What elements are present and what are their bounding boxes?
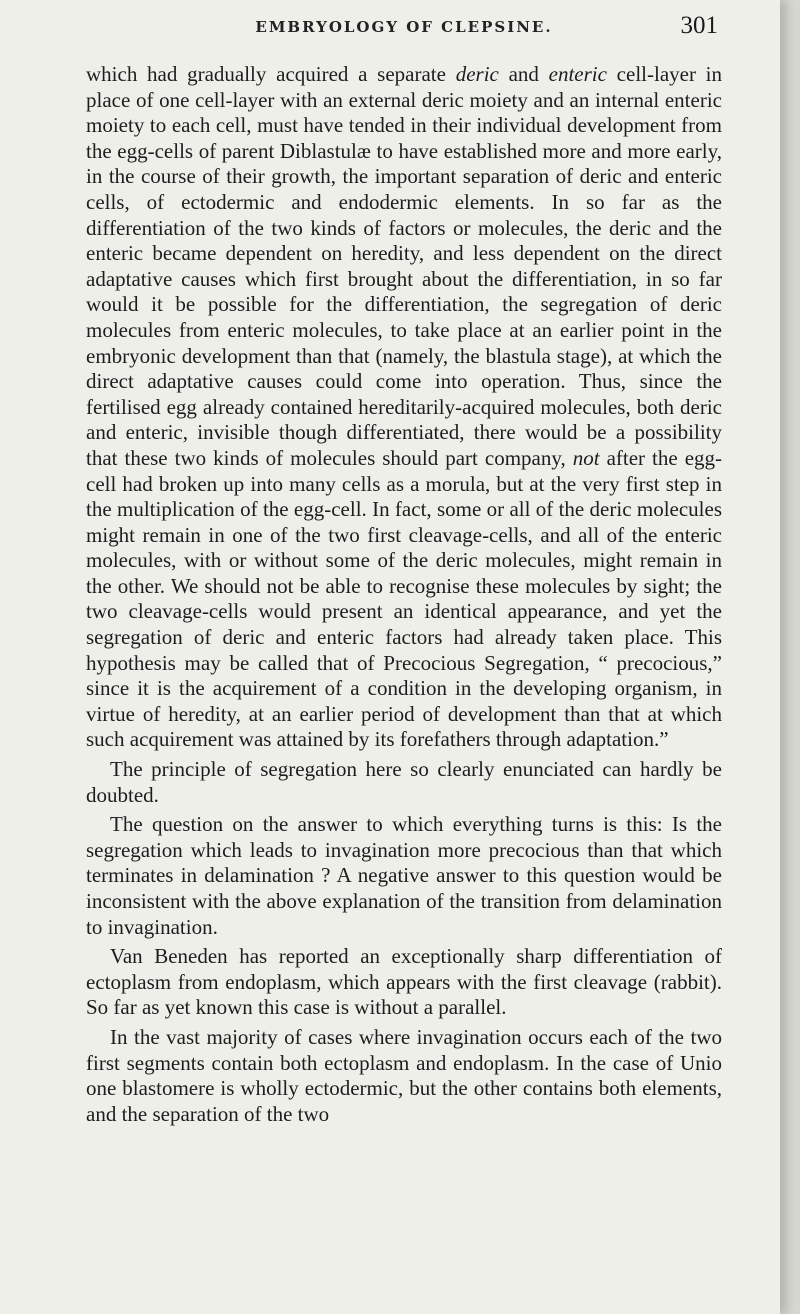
page-header — [86, 12, 722, 46]
text-run: and — [498, 62, 549, 86]
page-number: 301 — [680, 12, 718, 39]
running-title: EMBRYOLOGY OF CLEPSINE. — [255, 18, 553, 36]
italic-term-deric: deric — [455, 62, 499, 86]
paragraph: Van Beneden has reported an exceptionally sharp differentiation of ectoplasm from endoplasm, which appears with the first cleavage (rabbit). So far as yet known this case is without a parallel. — [86, 944, 722, 1020]
paragraph-continuation — [86, 62, 722, 753]
paragraph: The question on the answer to which everything turns is this: Is the segregation which leads to invagination more precocious than that which terminates in delamination ? A negative answer to this question would be inconsistent with the above explanation of the transition from delamination to invagination. — [86, 812, 722, 939]
text-run: after the egg-cell had broken up into many cells as a morula, but at the very first step in the multiplication of the egg-cell. In fact, some or all of the deric molecules might remain in one of the two first cleavage-cells, and all of the enteric molecules, with or without some of the deric molecules, might remain in the other. We should not be able to recognise these molecules by sight; the two cleavage-cells would present an identical appearance, and yet the segregation of deric and enteric factors had already taken place. This hypothesis may be called that of Precocious Segregation, “ precocious,” since it is the acquirement of a condition in the developing organism, in virtue of heredity, at an earlier period of development than that at which such acquirement was attained by its forefathers through adaptation.” — [86, 445, 723, 752]
paragraph: The principle of segregation here so clearly enunciated can hardly be doubted. — [86, 757, 722, 807]
italic-term-not: not — [572, 445, 600, 470]
text-run: cell-layer in place of one cell-layer with an external deric moiety and an internal enteric moiety to each cell, must have tended in their individual development from the egg-cells of parent Diblastulæ to have established more and more early, in the course of their growth, the important separation of deric and enteric cells, of ectodermic and endodermic elements. In so far as the differentiation of the two kinds of factors or molecules, the deric and the enteric became dependent on heredity, and less dependent on the direct adaptative causes which first brought about the differentiation, in so far would it be possible for the differentiation, the segregation of deric molecules from enteric molecules, to take place at an earlier point in the embryonic development than that (namely, the blastula stage), at which the direct adaptative causes could come into operation. Thus, since the fertilised egg already contained hereditarily-acquired molecules, both deric and enteric, invisible though differentiated, there would be a possibility that these two kinds of molecules should part company, — [86, 62, 723, 470]
body-text — [86, 62, 722, 1127]
paragraph: In the vast majority of cases where invagination occurs each of the two first segments contain both ectoplasm and endoplasm. In the case of Unio one blastomere is wholly ectodermic, but the other contains both elements, and the separation of the two — [86, 1024, 722, 1126]
text-run: which had gradually acquired a separate — [86, 62, 456, 86]
italic-term-enteric: enteric — [548, 62, 607, 86]
